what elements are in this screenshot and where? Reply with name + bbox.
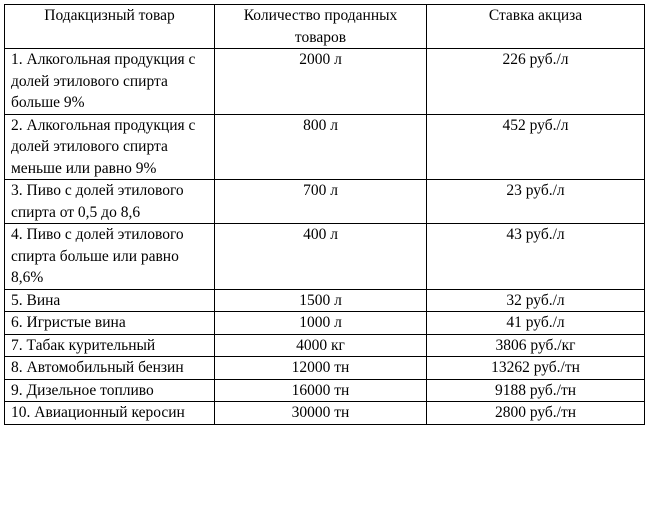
table-row — [5, 357, 645, 380]
rate-cell: 226 руб./л — [427, 49, 645, 115]
quantity-cell: 700 л — [215, 180, 427, 224]
table-row — [5, 334, 645, 357]
rate-cell: 3806 руб./кг — [427, 334, 645, 357]
product-cell: 4. Пиво с долей этилового спирта больше или равно 8,6% — [5, 224, 215, 290]
quantity-cell: 16000 тн — [215, 379, 427, 402]
table-row — [5, 289, 645, 312]
product-cell: 5. Вина — [5, 289, 215, 312]
table-row — [5, 379, 645, 402]
quantity-cell: 400 л — [215, 224, 427, 290]
rate-cell: 41 руб./л — [427, 312, 645, 335]
header-quantity: Количество проданных товаров — [215, 5, 427, 49]
quantity-cell: 12000 тн — [215, 357, 427, 380]
rate-cell: 2800 руб./тн — [427, 402, 645, 425]
header-product: Подакцизный товар — [5, 5, 215, 49]
product-cell: 9. Дизельное топливо — [5, 379, 215, 402]
quantity-cell: 1500 л — [215, 289, 427, 312]
table-row — [5, 114, 645, 180]
product-cell: 6. Игристые вина — [5, 312, 215, 335]
table-row — [5, 49, 645, 115]
quantity-cell: 1000 л — [215, 312, 427, 335]
header-row — [5, 5, 645, 49]
rate-cell: 9188 руб./тн — [427, 379, 645, 402]
table-row — [5, 402, 645, 425]
quantity-cell: 30000 тн — [215, 402, 427, 425]
excise-table — [4, 4, 645, 425]
rate-cell: 43 руб./л — [427, 224, 645, 290]
rate-cell: 452 руб./л — [427, 114, 645, 180]
product-cell: 10. Авиационный керосин — [5, 402, 215, 425]
product-cell: 2. Алкогольная продукция с долей этилового спирта меньше или равно 9% — [5, 114, 215, 180]
rate-cell: 32 руб./л — [427, 289, 645, 312]
rate-cell: 13262 руб./тн — [427, 357, 645, 380]
product-cell: 8. Автомобильный бензин — [5, 357, 215, 380]
header-rate: Ставка акциза — [427, 5, 645, 49]
table-row — [5, 224, 645, 290]
rate-cell: 23 руб./л — [427, 180, 645, 224]
product-cell: 7. Табак курительный — [5, 334, 215, 357]
product-cell: 1. Алкогольная продукция с долей этилового спирта больше 9% — [5, 49, 215, 115]
quantity-cell: 2000 л — [215, 49, 427, 115]
table-row — [5, 312, 645, 335]
table-row — [5, 180, 645, 224]
product-cell: 3. Пиво с долей этилового спирта от 0,5 до 8,6 — [5, 180, 215, 224]
quantity-cell: 4000 кг — [215, 334, 427, 357]
quantity-cell: 800 л — [215, 114, 427, 180]
